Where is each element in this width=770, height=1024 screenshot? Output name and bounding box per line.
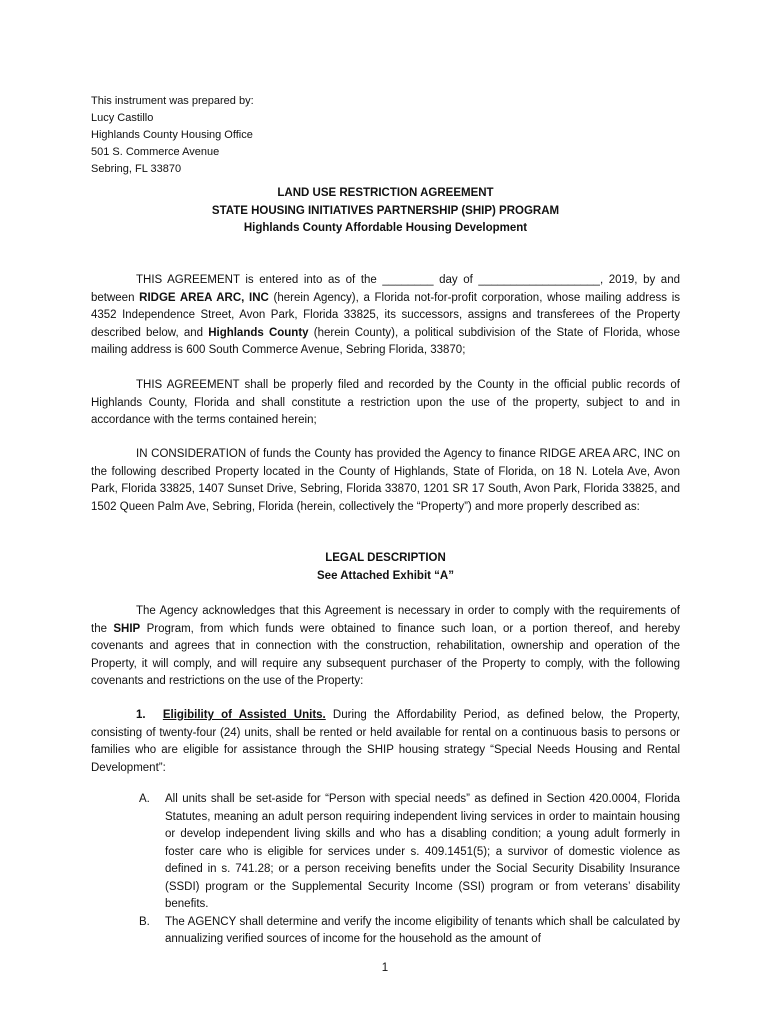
preparer-street: 501 S. Commerce Avenue	[91, 146, 220, 158]
document-subtitle: STATE HOUSING INITIATIVES PARTNERSHIP (SHIP) PROGRAM	[211, 204, 560, 217]
legal-description-subtitle: See Attached Exhibit “A”	[317, 569, 454, 582]
paragraph-text: THIS AGREEMENT is entered into as of the ________ day of ___________________, 2019, by and between	[91, 274, 680, 304]
paragraph-text: The Agency acknowledges that this Agreement is necessary in order to comply with the requirements of the	[91, 605, 680, 635]
preparer-office: Highlands County Housing Office	[91, 129, 253, 141]
section-eligibility	[91, 707, 680, 777]
agency-name: RIDGE AREA ARC, INC	[139, 291, 269, 304]
list-marker: A.	[139, 793, 150, 805]
preparer-block	[91, 93, 254, 178]
preparer-city: Sebring, FL 33870	[91, 163, 182, 175]
list-marker: B.	[139, 915, 150, 928]
legal-description-title: LEGAL DESCRIPTION	[325, 552, 446, 564]
paragraph-recording: THIS AGREEMENT shall be properly filed and recorded by the County in the official public records of Highlands County, Florida and shall constitute a restriction upon the use of the property, subject to and in accordance with the terms contained herein;	[91, 379, 680, 426]
list-item	[139, 791, 680, 914]
paragraph-consideration: IN CONSIDERATION of funds the County has provided the Agency to finance RIDGE AREA ARC, INC on the following described Property located in the County of Highlands, State of Florida, on 18 N. Lotela Ave, Avon Park, Florida 33825, 1407 Sunset Drive, Sebring, Florida 33870, 1201 SR 17 South, Avon Park, Florida 33825, and 1502 Queen Palm Ave, Sebring, Florida (herein, collectively the “Property”) and more properly described as:	[91, 448, 680, 513]
legal-description-heading	[91, 550, 680, 585]
paragraph-text: (herein Agency), a Florida not-for-profit corporation, whose mailing address is 4352 Independence Street, Avon Park, Florida 33825, its successors, assigns and transferees of the Property described below, and	[91, 291, 680, 339]
list-item-text: The AGENCY shall determine and verify the income eligibility of tenants which shall be calculated by annualizing verified sources of income for the household as the amount of	[165, 915, 680, 945]
preparer-name: Lucy Castillo	[91, 112, 154, 124]
county-name: Highlands County	[208, 326, 309, 339]
document-title: LAND USE RESTRICTION AGREEMENT	[277, 187, 494, 199]
page-number: 1	[381, 962, 389, 974]
paragraph-agreement	[91, 272, 680, 360]
paragraph-text: Program, from which funds were obtained to finance such loan, or a portion thereof, and hereby covenants and agrees that in connection with the construction, rehabilitation, ownership and operation of the Property, it will comply, and will require any subsequent purchaser of the Property to comply, with the following covenants and restrictions on the use of the Property:	[91, 622, 680, 687]
list-item	[139, 914, 680, 949]
eligibility-list	[139, 791, 680, 949]
paragraph-acknowledgement	[91, 603, 680, 691]
paragraph-text: (herein County), a political subdivision of the State of Florida, whose mailing address is 600 South Commerce Avenue, Sebring Florida, 33870;	[91, 326, 680, 356]
list-item-text: All units shall be set-aside for “Person with special needs” as defined in Section 420.0004, Florida Statutes, meaning an adult person requiring independent living services in order to maintain housing or develop independent living skills and who has a disabling condition; a young adult formerly in foster care who is eligible for services under s. 409.1451(5); a survivor of domestic violence as defined in s. 741.28; or a person receiving benefits under the Social Security Disability Insurance (SSDI) program or the Supplemental Security Income (SSI) program or from veterans’ disability benefits.	[165, 793, 680, 910]
section-text: During the Affordability Period, as defined below, the Property, consisting of twenty-four (24) units, shall be rented or held available for rental on a continuous basis to persons or families who are eligible for assistance through the SHIP housing strategy “Special Needs Housing and Rental Development”:	[91, 709, 680, 774]
section-number: 1.	[136, 709, 146, 721]
program-name: SHIP	[113, 622, 141, 635]
section-heading: Eligibility of Assisted Units.	[162, 709, 326, 721]
document-subtitle-2: Highlands County Affordable Housing Development	[243, 222, 528, 234]
preparer-line: This instrument was prepared by:	[91, 95, 254, 107]
document-title-block	[91, 185, 680, 238]
